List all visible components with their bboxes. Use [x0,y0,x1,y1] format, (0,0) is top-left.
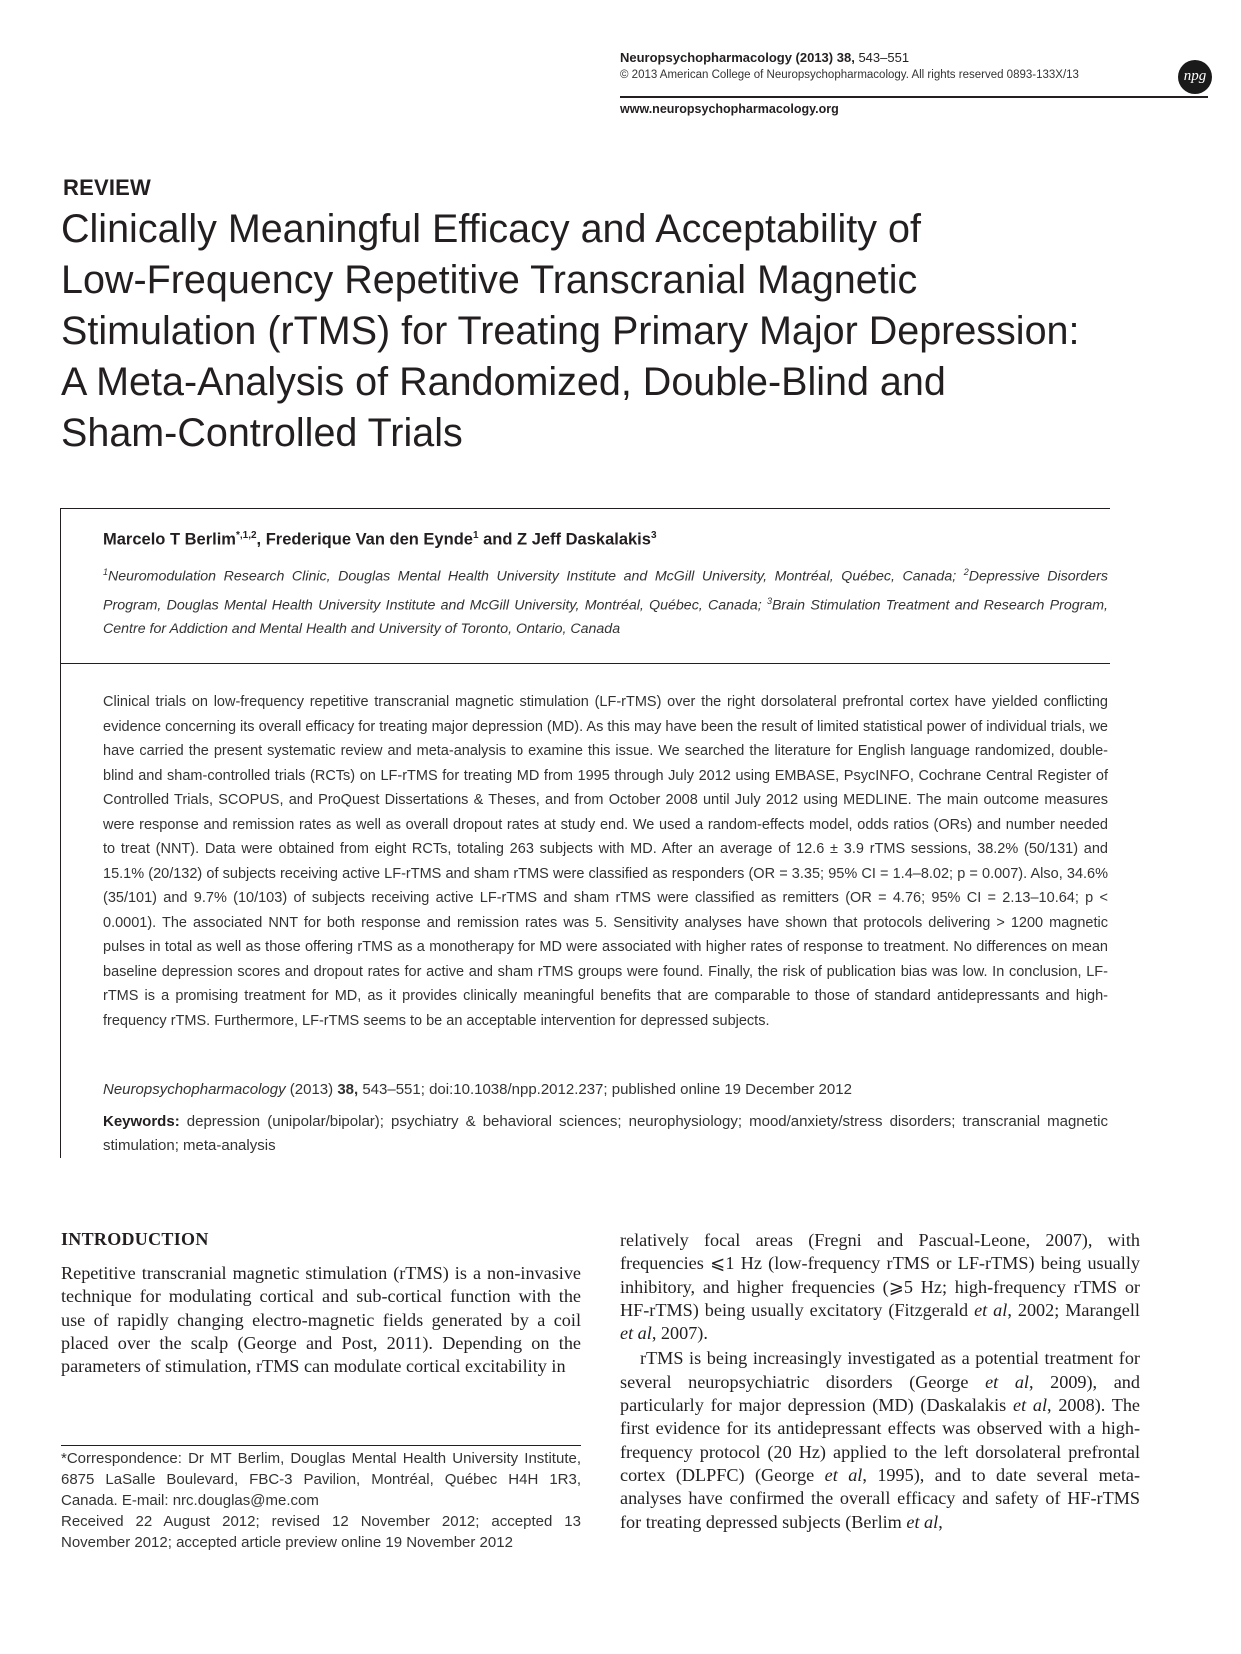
right-paragraph-1: relatively focal areas (Fregni and Pascual-Leone, 2007), with frequencies ⩽1 Hz (low-frequency rTMS or LF-rTMS) being usually inhibitory, and higher frequencies (⩾5 Hz; high-frequency rTMS or HF-rTMS) being usually excitatory (Fitzgerald et al, 2002; Marangell et al, 2007). [620,1230,1140,1344]
author-separator: , [256,530,266,549]
author-affiliation-mark: *,1,2 [235,530,257,541]
journal-website-link[interactable]: www.neuropsychopharmacology.org [620,102,839,116]
author-box-left-rule [60,508,61,1158]
author-name: Frederique Van den Eynde [265,530,473,549]
article-title [61,204,1211,459]
right-paragraph-2: rTMS is being increasingly investigated as a potential treatment for several neuropsychiatric disorders (George et al, 2009), and particularly for major depression (MD) (Daskalakis et al, 2008). The first evidence for its antidepressant effects was observed with a high-frequency protocol (20 Hz) applied to the left dorsolateral prefrontal cortex (DLPFC) (George et al, 1995), and to date several meta-analyses have confirmed the overall efficacy and safety of HF-rTMS for treating depressed subjects (Berlim et al, [620,1348,1141,1532]
author-affiliation-mark: 3 [650,530,657,541]
title-line: Sham-Controlled Trials [61,411,463,455]
keywords [103,1110,1108,1158]
citation-details: 543–551; doi:10.1038/npp.2012.237; published online 19 December 2012 [358,1081,852,1098]
copyright-notice: © 2013 American College of Neuropsychopharmacology. All rights reserved 0893-133X/13 [620,69,1079,81]
italic-text: et al [985,1371,1029,1392]
affiliation-text: Depressive Disorders Program, Douglas Mental Health University Institute and McGill University, Montréal, Québec, Canada; [103,568,1108,614]
title-line: Low-Frequency Repetitive Transcranial Magnetic [61,258,918,302]
citation-volume: 38, [337,1081,359,1098]
author-box-top-rule [60,508,1110,509]
citation-journal: Neuropsychopharmacology [103,1081,286,1098]
header-divider [620,96,1208,98]
affiliations [103,560,1108,641]
received-dates: Received 22 August 2012; revised 12 November 2012; accepted 13 November 2012; accepted article preview online 19 November 2012 [61,1513,581,1551]
affiliation-text: Neuromodulation Research Clinic, Douglas Mental Health University Institute and McGill University, Montréal, Québec, Canada; [108,568,964,585]
keywords-list: depression (unipolar/bipolar); psychiatry & behavioral sciences; neurophysiology; mood/anxiety/stress disorders; transcranial magnetic stimulation; meta-analysis [103,1113,1108,1154]
abstract-divider [60,663,1110,664]
affiliation-mark: 2 [963,567,969,577]
journal-reference [620,50,909,65]
article-citation [103,1081,852,1098]
abstract: Clinical trials on low-frequency repetitive transcranial magnetic stimulation (LF-rTMS) over the right dorsolateral prefrontal cortex have yielded conflicting evidence concerning its overall efficacy for treating major depression (MD). As this may have been the result of limited statistical power of individual trials, we have carried the present systematic review and meta-analysis to examine this issue. We searched the literature for English language randomized, double-blind and sham-controlled trials (RCTs) on LF-rTMS for treating MD from 1995 through July 2012 using EMBASE, PsycINFO, Cochrane Central Register of Controlled Trials, SCOPUS, and ProQuest Dissertations & Theses, and from October 2008 until July 2012 using MEDLINE. The main outcome measures were response and remission rates as well as overall dropout rates at study end. We used a random-effects model, odds ratios (ORs) and number needed to treat (NNT). Data were obtained from eight RCTs, totaling 263 subjects with MD. After an average of 12.6 ± 3.9 rTMS sessions, 38.2% (50/131) and 15.1% (20/132) of subjects receiving active LF-rTMS and sham rTMS were classified as responders (OR = 3.35; 95% CI = 1.4–8.02; p = 0.007). Also, 34.6% (35/101) and 9.7% (10/103) of subjects receiving active LF-rTMS and sham rTMS were classified as remitters (OR = 4.76; 95% CI = 2.13–10.64; p < 0.0001). The associated NNT for both response and remission rates was 5. Sensitivity analyses have shown that protocols delivering > 1200 magnetic pulses in total as well as those offering rTMS as a monotherapy for MD were associated with higher rates of response to treatment. No differences on mean baseline depression scores and dropout rates for active and sham rTMS groups were found. Finally, the risk of publication bias was low. In conclusion, LF-rTMS is a promising treatment for MD, as it provides clinically meaningful benefits that are comparable to those of standard antidepressants and high-frequency rTMS. Furthermore, LF-rTMS seems to be an acceptable intervention for depressed subjects. [103,694,1108,1029]
italic-text: et al [906,1511,939,1532]
footnote-divider [61,1445,581,1446]
right-column [620,1229,1140,1534]
journal-pages: 543–551 [858,50,910,65]
title-line: A Meta-Analysis of Randomized, Double-Blind and [61,360,946,404]
author-list [103,530,657,550]
npg-logo: npg [1178,60,1212,94]
section-heading-introduction: INTRODUCTION [61,1229,209,1249]
italic-text: et al [974,1299,1008,1320]
correspondence-note: *Correspondence: Dr MT Berlim, Douglas Mental Health University Institute, 6875 LaSalle Boulevard, FBC-3 Pavilion, Montréal, Québec H4H 1R3, Canada. E-mail: nrc.douglas@me.com [61,1450,581,1509]
affiliation-mark: 1 [103,567,109,577]
author-name: Marcelo T Berlim [103,530,236,549]
author-name: Z Jeff Daskalakis [517,530,651,549]
footnote [61,1448,581,1553]
journal-volume: 38, [836,50,855,65]
citation-year: (2013) [285,1081,338,1098]
section-label: REVIEW [63,175,151,200]
journal-name: Neuropsychopharmacology (2013) [620,50,834,65]
italic-text: et al [1013,1395,1048,1416]
affiliation-mark: 3 [766,595,772,606]
affiliation-text: Brain Stimulation Treatment and Research Program, Centre for Addiction and Mental Health and University of Toronto, Ontario, Canada [103,597,1108,638]
title-line: Clinically Meaningful Efficacy and Acceptability of [61,207,921,251]
author-affiliation-mark: 1 [472,530,479,541]
title-line: Stimulation (rTMS) for Treating Primary Major Depression: [61,309,1080,353]
author-separator: and [478,530,518,549]
italic-text: et al [824,1464,863,1485]
italic-text: et al [620,1323,652,1344]
keywords-label: Keywords: [103,1113,180,1130]
intro-paragraph: Repetitive transcranial magnetic stimulation (rTMS) is a non-invasive technique for modulating cortical and sub-cortical function with the use of rapidly changing electro-magnetic fields generated by a coil placed over the scalp (George and Post, 2011). Depending on the parameters of stimulation, rTMS can modulate cortical excitability in [61,1263,581,1377]
